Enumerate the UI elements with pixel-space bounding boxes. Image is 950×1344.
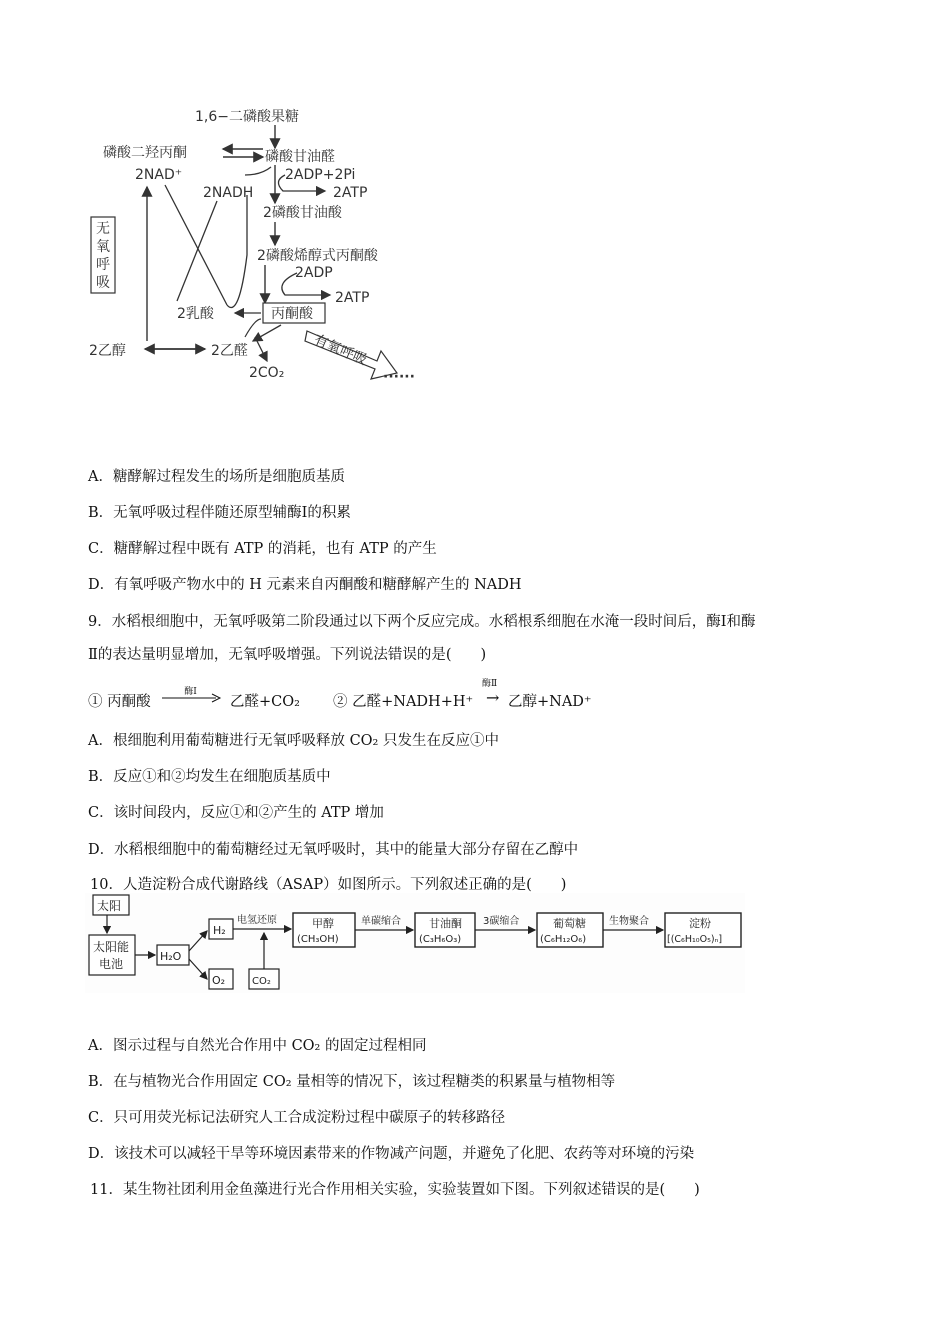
- methanol-label: 甲醇: [312, 917, 334, 930]
- acetaldehyde-label: 2乙醛: [211, 343, 248, 359]
- q9-option-d: D．水稻根细胞中的葡萄糖经过无氧呼吸时，其中的能量大部分存留在乙醇中: [88, 842, 579, 858]
- solar-panel-label-2: 电池: [99, 957, 124, 971]
- bpg-label: 2磷酸甘油酸: [263, 205, 342, 221]
- q9-enzyme-1: 酶Ⅰ: [184, 687, 197, 697]
- step3-label: 3碳缩合: [483, 916, 520, 927]
- dha-formula: (C₃H₆O₃): [419, 934, 462, 945]
- step1-label: 电氢还原: [237, 915, 277, 926]
- lactate-label: 2乳酸: [177, 306, 214, 322]
- q9-reaction-1-left: ① 丙酮酸: [88, 694, 151, 710]
- q9-reaction-2-arrow: →: [486, 688, 500, 707]
- q10-option-c: C．只可用荧光标记法研究人工合成淀粉过程中碳原子的转移路径: [88, 1110, 506, 1126]
- anaerobic-char-1: 无: [96, 221, 110, 237]
- dhap-label: 磷酸二羟丙酮: [103, 145, 187, 161]
- starch-formula: [(C₆H₁₀O₅)ₙ]: [667, 934, 723, 945]
- q10-option-a: A．图示过程与自然光合作用中 CO₂ 的固定过程相同: [88, 1038, 427, 1054]
- anaerobic-char-3: 呼: [96, 257, 110, 273]
- adp-label: 2ADP: [295, 265, 333, 281]
- q9-option-b: B．反应①和②均发生在细胞质基质中: [88, 769, 331, 785]
- q8-option-d: D．有氧呼吸产物水中的 H 元素来自丙酮酸和糖酵解产生的 NADH: [88, 577, 522, 593]
- pyruvate-label: 丙酮酸: [271, 306, 313, 322]
- anaerobic-char-4: 吸: [96, 275, 110, 291]
- glucose-formula: (C₆H₁₂O₆): [540, 934, 587, 945]
- glycolysis-diagram: [85, 105, 445, 395]
- dots-label: ······: [383, 369, 415, 385]
- co2-box-label: CO₂: [252, 976, 271, 987]
- dha-label: 甘油酮: [429, 917, 462, 930]
- solar-panel-label-1: 太阳能: [93, 940, 130, 954]
- atp1-label: 2ATP: [333, 185, 368, 201]
- h2o-label: H₂O: [160, 950, 182, 963]
- nadh-label: 2NADH: [203, 185, 254, 201]
- q10-stem: 10．人造淀粉合成代谢路线（ASAP）如图所示。下列叙述正确的是( ): [90, 877, 567, 893]
- ethanol-label: 2乙醇: [89, 343, 126, 359]
- methanol-formula: (CH₃OH): [297, 934, 339, 945]
- q9-stem-line1: 9．水稻根细胞中，无氧呼吸第二阶段通过以下两个反应完成。水稻根系细胞在水淹一段时间后，酶Ⅰ和酶: [88, 614, 756, 630]
- co2-label: 2CO₂: [249, 365, 285, 381]
- o2-label: O₂: [212, 974, 226, 987]
- sun-label: 太阳: [97, 899, 122, 913]
- q8-option-b: B．无氧呼吸过程伴随还原型辅酶Ⅰ的积累: [88, 505, 351, 521]
- q9-reaction-1-arrow: [162, 692, 222, 704]
- asap-diagram: [85, 893, 745, 993]
- q9-reaction-1-right: 乙醛+CO₂: [230, 694, 300, 710]
- fructose-label: 1,6−二磷酸果糖: [195, 109, 299, 125]
- nad-label: 2NAD⁺: [135, 167, 183, 183]
- q8-option-a: A．糖酵解过程发生的场所是细胞质基质: [88, 469, 345, 485]
- adp-pi-label: 2ADP+2Pi: [285, 167, 356, 183]
- pep-label: 2磷酸烯醇式丙酮酸: [257, 248, 378, 264]
- step4-label: 生物聚合: [609, 916, 649, 927]
- atp2-label: 2ATP: [335, 290, 370, 306]
- q9-option-a: A．根细胞利用葡萄糖进行无氧呼吸释放 CO₂ 只发生在反应①中: [88, 733, 499, 749]
- q9-enzyme-2: 酶Ⅱ: [482, 679, 498, 689]
- q9-stem-line2: Ⅱ的表达量明显增加，无氧呼吸增强。下列说法错误的是( ): [88, 647, 487, 663]
- h2-label: H₂: [213, 924, 226, 937]
- aerobic-label: 有氧呼吸: [311, 331, 370, 369]
- glucose-label: 葡萄糖: [553, 917, 586, 930]
- q10-option-b: B．在与植物光合作用固定 CO₂ 量相等的情况下，该过程糖类的积累量与植物相等: [88, 1074, 616, 1090]
- q9-reaction-2-right: 乙醇+NAD⁺: [508, 694, 592, 710]
- anaerobic-char-2: 氧: [96, 239, 110, 255]
- q9-option-c: C．该时间段内，反应①和②产生的 ATP 增加: [88, 805, 384, 821]
- q8-option-c: C．糖酵解过程中既有 ATP 的消耗，也有 ATP 的产生: [88, 541, 437, 557]
- step2-label: 单碳缩合: [361, 916, 401, 927]
- q11-stem: 11．某生物社团利用金鱼藻进行光合作用相关实验，实验装置如下图。下列叙述错误的是( ): [90, 1182, 700, 1198]
- g3p-label: 磷酸甘油醛: [265, 149, 335, 165]
- starch-label: 淀粉: [689, 917, 711, 930]
- q10-option-d: D．该技术可以减轻干旱等环境因素带来的作物减产问题，并避免了化肥、农药等对环境的污染: [88, 1146, 695, 1162]
- q9-reaction-2-left: ② 乙醛+NADH+H⁺: [333, 694, 474, 710]
